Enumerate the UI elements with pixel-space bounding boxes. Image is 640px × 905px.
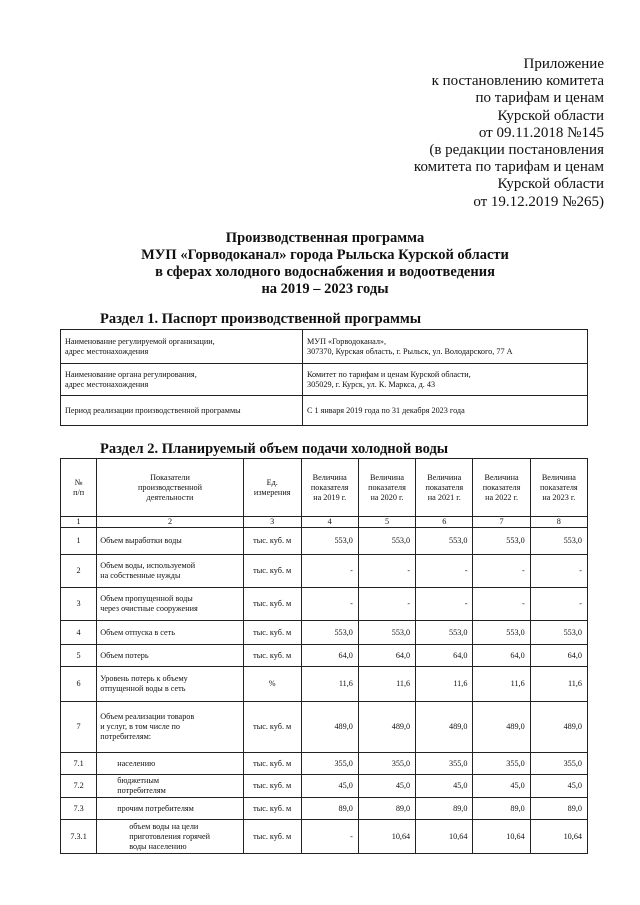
column-number: 2 — [97, 517, 244, 528]
row-unit: тыс. куб. м — [243, 820, 301, 854]
row-indicator-line: и услуг, в том числе по — [100, 722, 180, 731]
table-row — [61, 820, 588, 854]
row-indicator — [97, 753, 244, 775]
volume-table-body — [61, 528, 588, 854]
program-title-line: в сферах холодного водоснабжения и водоотведения — [155, 264, 495, 280]
passport-label-line: Период реализации производственной программы — [65, 405, 241, 415]
row-indicator-line: Объем выработки воды — [100, 536, 182, 545]
column-number: 3 — [243, 517, 301, 528]
row-indicator-line: приготовления горячей — [129, 831, 211, 841]
table-row — [61, 528, 588, 555]
row-number: 7.3 — [61, 798, 97, 820]
passport-value-line: С 1 января 2019 года по 31 декабря 2023 года — [307, 405, 465, 415]
row-value-2020: 10,64 — [358, 820, 415, 854]
row-unit: тыс. куб. м — [243, 528, 301, 555]
row-value-2020: 89,0 — [358, 798, 415, 820]
header-text: показателя — [368, 482, 406, 492]
row-indicator-line: Объем отпуска в сеть — [100, 627, 175, 637]
column-number: 1 — [61, 517, 97, 528]
row-indicator — [97, 820, 244, 854]
passport-label — [61, 364, 303, 396]
row-value-2020: 11,6 — [358, 667, 415, 702]
section2-title: Раздел 2. Планируемый объем подачи холодной воды — [100, 441, 449, 457]
table-row — [61, 555, 588, 588]
column-number: 7 — [473, 517, 530, 528]
row-value-2022: - — [473, 588, 530, 621]
appendix-line: Курской области — [497, 107, 604, 124]
row-value-2021: 10,64 — [416, 820, 473, 854]
row-value-2023: 553,0 — [530, 621, 587, 645]
row-value-2020: - — [358, 588, 415, 621]
row-value-2022: - — [473, 555, 530, 588]
passport-row — [61, 364, 588, 396]
row-indicator-line: Объем воды, используемой — [100, 561, 196, 570]
passport-table — [60, 329, 588, 426]
row-unit: тыс. куб. м — [243, 645, 301, 667]
passport-value-line: МУП «Горводоканал», — [307, 336, 387, 346]
row-value-2022: 45,0 — [473, 775, 530, 798]
row-indicator-line: объем воды на цели — [129, 821, 199, 831]
column-number: 4 — [301, 517, 358, 528]
row-indicator-line: населению — [117, 758, 156, 768]
passport-value — [303, 330, 588, 364]
program-title-line: на 2019 – 2023 годы — [261, 281, 389, 297]
volume-table — [60, 458, 588, 854]
row-value-2019: - — [301, 555, 358, 588]
row-value-2019: - — [301, 588, 358, 621]
header-text: измерения — [253, 487, 291, 497]
row-number: 7.2 — [61, 775, 97, 798]
table-row — [61, 588, 588, 621]
row-value-2020: 45,0 — [358, 775, 415, 798]
passport-value-line: 305029, г. Курск, ул. К. Маркса, д. 43 — [307, 379, 436, 389]
passport-value-line: 307370, Курская область, г. Рыльск, ул. Володарского, 77 А — [307, 346, 513, 356]
row-value-2019: - — [301, 820, 358, 854]
header-text: Величина — [541, 472, 576, 482]
row-value-2020: 355,0 — [358, 753, 415, 775]
table-row — [61, 702, 588, 753]
header-text: Ед. — [266, 477, 278, 487]
header-text: на 2020 г. — [370, 492, 404, 502]
row-value-2019: 89,0 — [301, 798, 358, 820]
row-indicator — [97, 588, 244, 621]
header-year-2020 — [358, 459, 415, 517]
row-value-2019: 45,0 — [301, 775, 358, 798]
passport-label — [61, 396, 303, 426]
row-value-2021: - — [416, 588, 473, 621]
row-unit: тыс. куб. м — [243, 702, 301, 753]
row-value-2023: 355,0 — [530, 753, 587, 775]
header-text: Величина — [484, 472, 519, 482]
row-unit: тыс. куб. м — [243, 798, 301, 820]
table-row — [61, 645, 588, 667]
row-value-2021: 45,0 — [416, 775, 473, 798]
row-value-2023: 89,0 — [530, 798, 587, 820]
row-indicator — [97, 702, 244, 753]
row-indicator-line: Объем потерь — [100, 650, 149, 660]
appendix-line: (в редакции постановления — [429, 142, 604, 159]
header-text: деятельности — [146, 492, 194, 502]
passport-label-line: адрес местонахождения — [65, 379, 149, 389]
row-indicator-line: на собственные нужды — [100, 571, 181, 580]
row-value-2022: 553,0 — [473, 621, 530, 645]
row-value-2019: 355,0 — [301, 753, 358, 775]
appendix-line: к постановлению комитета — [431, 73, 604, 90]
row-unit: % — [243, 667, 301, 702]
row-number: 7.1 — [61, 753, 97, 775]
row-value-2022: 11,6 — [473, 667, 530, 702]
row-value-2022: 355,0 — [473, 753, 530, 775]
table-row — [61, 798, 588, 820]
row-value-2021: 489,0 — [416, 702, 473, 753]
appendix-line: от 09.11.2018 №145 — [478, 124, 604, 141]
header-text: производственной — [138, 482, 202, 492]
row-value-2023: 64,0 — [530, 645, 587, 667]
row-value-2019: 553,0 — [301, 528, 358, 555]
row-number: 5 — [61, 645, 97, 667]
row-value-2019: 553,0 — [301, 621, 358, 645]
row-value-2023: - — [530, 588, 587, 621]
appendix-line: Курской области — [497, 176, 604, 193]
row-value-2022: 489,0 — [473, 702, 530, 753]
row-value-2023: 45,0 — [530, 775, 587, 798]
passport-value — [303, 396, 588, 426]
row-number: 7 — [61, 702, 97, 753]
row-value-2021: 89,0 — [416, 798, 473, 820]
header-name — [97, 459, 244, 517]
passport-label-line: Наименование органа регулирования, — [65, 369, 197, 379]
header-year-2019 — [301, 459, 358, 517]
row-value-2022: 10,64 — [473, 820, 530, 854]
table-row — [61, 667, 588, 702]
row-indicator — [97, 528, 244, 555]
row-value-2020: - — [358, 555, 415, 588]
row-indicator-line: отпущенной воды в сеть — [100, 684, 186, 693]
row-indicator-line: Уровень потерь к объему — [100, 674, 188, 683]
header-num — [61, 459, 97, 517]
row-value-2023: 10,64 — [530, 820, 587, 854]
header-text: № — [74, 477, 83, 487]
row-number: 4 — [61, 621, 97, 645]
row-value-2023: - — [530, 555, 587, 588]
column-number: 8 — [530, 517, 587, 528]
passport-value — [303, 364, 588, 396]
table-row — [61, 621, 588, 645]
row-value-2023: 553,0 — [530, 528, 587, 555]
header-text: показателя — [482, 482, 521, 492]
row-indicator-line: через очистные сооружения — [100, 604, 198, 613]
appendix-line: по тарифам и ценам — [475, 90, 604, 107]
row-number: 2 — [61, 555, 97, 588]
row-unit: тыс. куб. м — [243, 753, 301, 775]
row-value-2023: 489,0 — [530, 702, 587, 753]
row-unit: тыс. куб. м — [243, 621, 301, 645]
row-number: 7.3.1 — [61, 820, 97, 854]
header-text: на 2019 г. — [313, 492, 347, 502]
row-unit: тыс. куб. м — [243, 588, 301, 621]
row-value-2022: 64,0 — [473, 645, 530, 667]
program-title — [60, 230, 590, 298]
header-text: Показатели — [150, 472, 190, 482]
passport-row — [61, 396, 588, 426]
header-year-2022 — [473, 459, 530, 517]
header-text: показателя — [425, 482, 464, 492]
header-text: показателя — [310, 482, 349, 492]
row-value-2022: 553,0 — [473, 528, 530, 555]
row-number: 3 — [61, 588, 97, 621]
row-value-2020: 553,0 — [358, 528, 415, 555]
row-value-2023: 11,6 — [530, 667, 587, 702]
row-value-2021: 11,6 — [416, 667, 473, 702]
row-indicator-line: Объем реализации товаров — [100, 712, 195, 721]
row-value-2019: 64,0 — [301, 645, 358, 667]
header-text: на 2021 г. — [427, 492, 461, 502]
header-text: Величина — [312, 472, 347, 482]
header-text: на 2022 г. — [485, 492, 519, 502]
program-title-line: МУП «Горводоканал» города Рыльска Курской области — [141, 247, 509, 263]
table-row — [61, 753, 588, 775]
row-value-2021: 64,0 — [416, 645, 473, 667]
passport-label-line: Наименование регулируемой организации, — [65, 336, 215, 346]
row-indicator-line: потребителям: — [100, 732, 152, 741]
row-indicator-line: Объем пропущенной воды — [100, 594, 193, 603]
row-value-2021: 553,0 — [416, 621, 473, 645]
passport-row — [61, 330, 588, 364]
row-value-2020: 489,0 — [358, 702, 415, 753]
row-indicator — [97, 775, 244, 798]
header-year-2023 — [530, 459, 587, 517]
header-text: Величина — [427, 472, 462, 482]
row-indicator — [97, 621, 244, 645]
section1-title: Раздел 1. Паспорт производственной программы — [100, 311, 422, 327]
column-number: 6 — [416, 517, 473, 528]
passport-label-line: адрес местонахождения — [65, 346, 149, 356]
row-value-2020: 553,0 — [358, 621, 415, 645]
row-indicator-line: прочим потребителям — [117, 803, 194, 813]
column-number: 5 — [358, 517, 415, 528]
row-value-2021: 553,0 — [416, 528, 473, 555]
row-number: 1 — [61, 528, 97, 555]
row-indicator — [97, 645, 244, 667]
appendix-block — [372, 56, 604, 211]
header-text: на 2023 г. — [542, 492, 576, 502]
appendix-line: комитета по тарифам и ценам — [413, 159, 604, 176]
header-year-2021 — [416, 459, 473, 517]
header-text: показателя — [540, 482, 578, 492]
passport-label — [61, 330, 303, 364]
header-unit — [243, 459, 301, 517]
header-row — [61, 459, 588, 517]
row-value-2019: 11,6 — [301, 667, 358, 702]
row-unit: тыс. куб. м — [243, 555, 301, 588]
column-number-row — [61, 517, 588, 528]
row-unit: тыс. куб. м — [243, 775, 301, 798]
row-indicator-line: бюджетным — [117, 776, 160, 785]
table-row — [61, 775, 588, 798]
row-indicator-line: потребителям — [117, 786, 166, 795]
row-value-2022: 89,0 — [473, 798, 530, 820]
row-number: 6 — [61, 667, 97, 702]
row-indicator — [97, 798, 244, 820]
row-value-2021: 355,0 — [416, 753, 473, 775]
header-text: п/п — [73, 487, 85, 497]
header-text: Величина — [369, 472, 405, 482]
row-indicator-line: воды населению — [129, 841, 187, 851]
row-value-2021: - — [416, 555, 473, 588]
appendix-line: от 19.12.2019 №265) — [473, 193, 604, 210]
row-indicator — [97, 555, 244, 588]
passport-value-line: Комитет по тарифам и ценам Курской области, — [307, 369, 471, 379]
program-title-line: Производственная программа — [225, 230, 425, 246]
appendix-line: Приложение — [523, 56, 604, 72]
row-value-2020: 64,0 — [358, 645, 415, 667]
row-indicator — [97, 667, 244, 702]
row-value-2019: 489,0 — [301, 702, 358, 753]
